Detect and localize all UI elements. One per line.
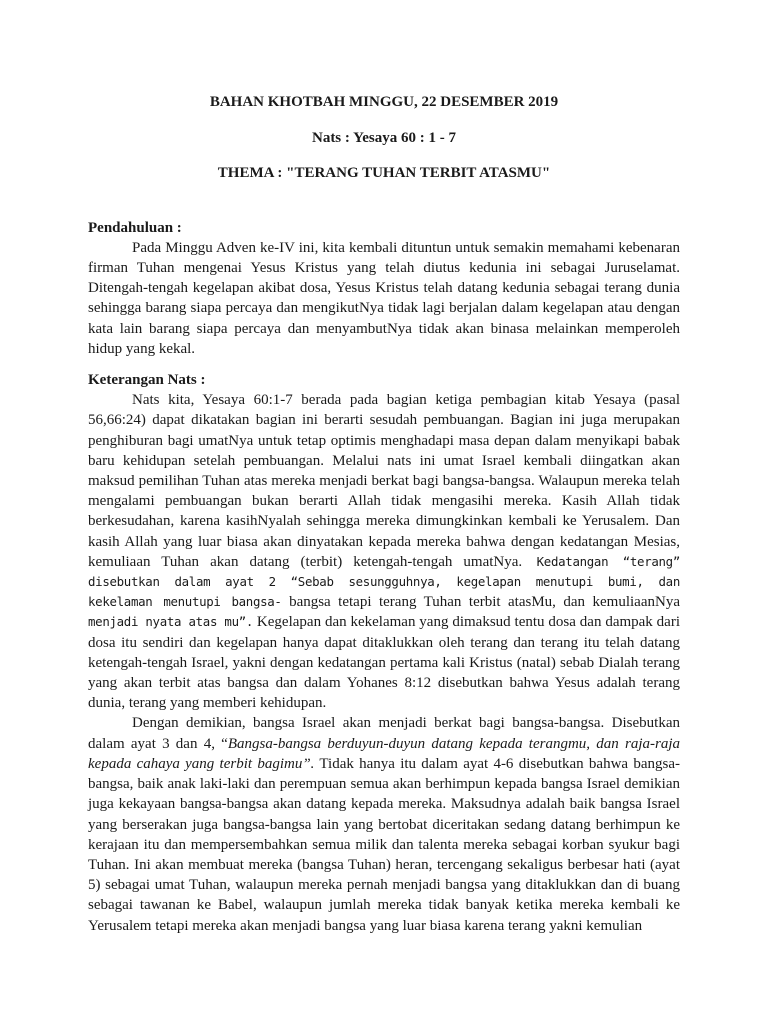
keterangan-p1-text-c: bangsa tetapi terang Tuhan terbit atasMu, dan kemuliaanNya bbox=[289, 594, 680, 611]
sermon-theme: THEMA : "TERANG TUHAN TERBIT ATASMU" bbox=[217, 165, 551, 182]
keterangan-p2-text-b: Tidak hanya itu dalam ayat 4-6 disebutkan bahwa bangsa-bangsa, baik anak laki-laki dan perempuan semua akan berhimpun kepada bangsa Israel demikian juga kekayaan bangsa-bangsa akan datang kepada mereka. Maksudnya adalah baik bangsa Israel yang berserakan juga bangsa-bangsa lain yang bertobat diceritakan sedang datang berhimpun ke kerajaan itu dan mempersembahkan semua milik dan talenta mereka sebagai korban syukur bagi Tuhan. Ini akan membuat mereka (bangsa Tuhan) heran, tercengang sekaligus berbesar hati (ayat 5) sebagai umat Tuhan, walaupun mereka pernah menjadi bangsa yang ditaklukkan dan di buang sebagai tawanan ke Babel, walaupun jumlah mereka tidak banyak ketika mereka kembali ke Yerusalem tetapi mereka akan menjadi bangsa yang luar biasa karena terang yakni kemulian bbox=[88, 755, 680, 934]
keterangan-p2-quote: Bangsa-bangsa berduyun-duyun datang kepada terangmu, dan raja-raja kepada cahaya yang terbit bagimu”. bbox=[88, 735, 680, 772]
keterangan-p1-text-d: menjadi nyata atas mu”. bbox=[88, 614, 254, 630]
keterangan-paragraph-2 bbox=[88, 713, 680, 935]
document-title: BAHAN KHOTBAH MINGGU, 22 DESEMBER 2019 bbox=[209, 94, 559, 110]
keterangan-p1-text-e: Kegelapan dan kekelaman yang dimaksud tentu dosa dan dampak dari dosa itu sendiri dan kegelapan hanya dapat ditaklukkan oleh terang dan terang itu telah datang ketengah-tengah Israel, yakni dengan kedatangan pertama kali Kristus (natal) sebab Dialah terang yang akan terbit atas bangsa dan dalam Yohanes 8:12 disebutkan bahwa Yesus adalah terang dunia, terang yang memberi kehidupan. bbox=[88, 614, 680, 712]
keterangan-p2-text-a: Dengan demikian, bangsa Israel akan menjadi berkat bagi bangsa-bangsa. Disebutkan dalam ayat 3 dan 4, “ bbox=[88, 715, 680, 752]
pendahuluan-paragraph: Pada Minggu Adven ke-IV ini, kita kembali dituntun untuk semakin memahami kebenaran firman Tuhan mengenai Yesus Kristus yang telah diutus kedunia ini sebagai Juruselamat. Ditengah-tengah kegelapan akibat dosa, Yesus Kristus telah datang kedunia sebagai terang dunia sehingga barang siapa percaya dan mengikutNya tidak lagi berjalan dalam kegelapan atau dengan kata lain barang siapa percaya dan menyambutNya tidak akan binasa melainkan memperoleh hidup yang kekal. bbox=[88, 239, 680, 357]
keterangan-heading: Keterangan Nats : bbox=[88, 372, 206, 389]
keterangan-paragraph-1 bbox=[88, 390, 680, 713]
document-page bbox=[88, 88, 680, 936]
nats-reference: Nats : Yesaya 60 : 1 - 7 bbox=[311, 130, 456, 147]
keterangan-p1-text-b: Kedatangan “terang” disebutkan dalam ayat 2 “Sebab sesungguhnya, kegelapan menutupi bumi, dan kekelaman menutupi bangsa- bbox=[88, 553, 680, 610]
keterangan-p1-text-a: Nats kita, Yesaya 60:1-7 berada pada bagian ketiga pembagian kitab Yesaya (pasal 56,66:24) dapat dikatakan bagian ini berarti sesudah pembuangan. Bagian ini juga merupakan penghiburan bagi umatNya untuk tetap optimis menghadapi masa depan dalam menyikapi babak baru kehidupan setelah pembuangan. Melalui nats ini umat Israel kembali diingatkan akan maksud pemilihan Tuhan atas mereka menjadi berkat bagi bangsa-bangsa. Walaupun mereka telah mengalami pembuangan bukan berarti Allah tidak mengasihi mereka. Kasih Allah tidak berkesudahan, karena kasihNyalah sehingga mereka dimungkinkan kembali ke Yerusalem. Dan kasih Allah yang luar biasa akan dinyatakan kepada mereka bahwa dengan kedatangan Mesias, kemuliaan Tuhan akan datang (terbit) ketengah-tengah umatNya. bbox=[88, 392, 680, 570]
pendahuluan-heading: Pendahuluan : bbox=[88, 219, 182, 236]
